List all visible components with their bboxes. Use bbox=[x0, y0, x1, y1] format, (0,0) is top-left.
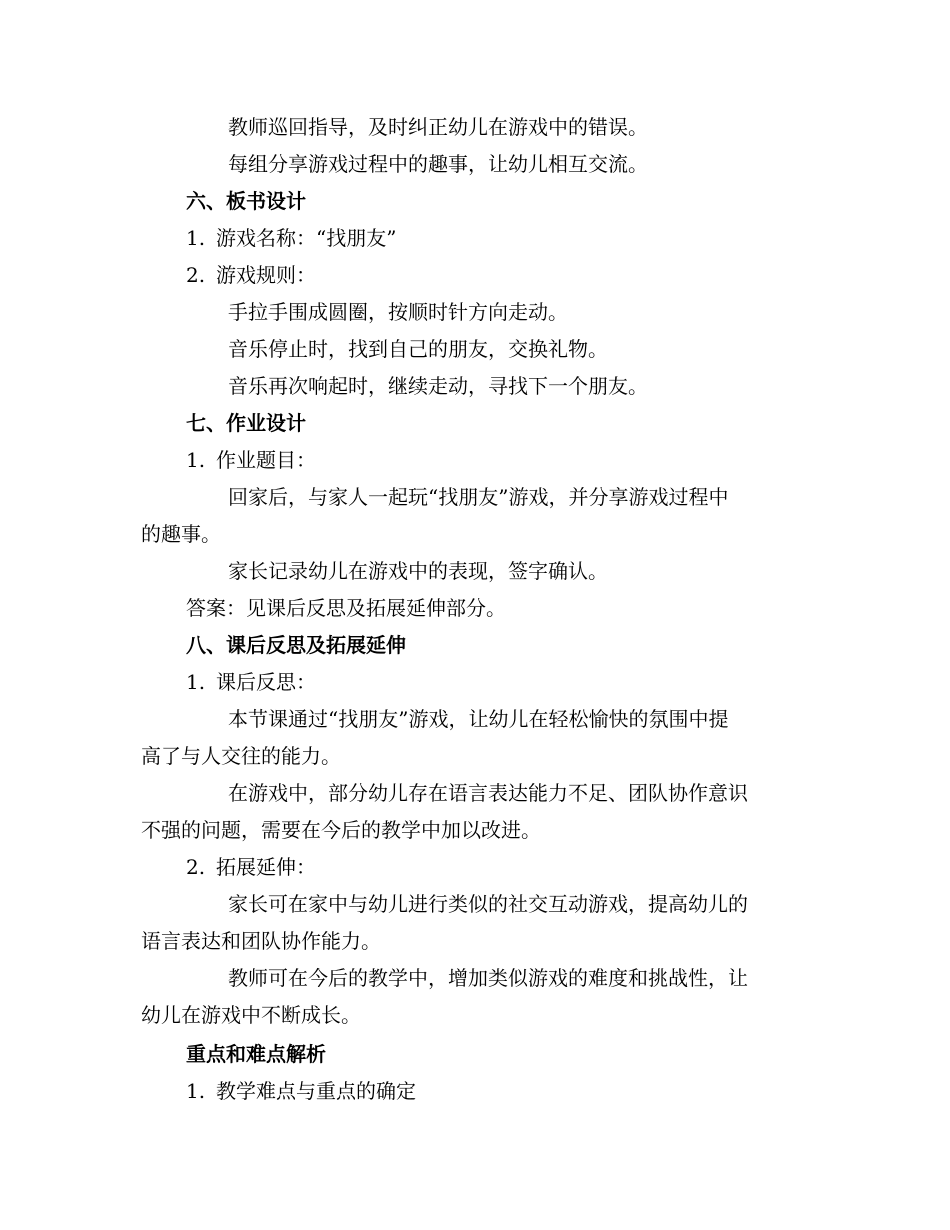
section-heading: 重点和难点解析 bbox=[186, 1042, 326, 1066]
paragraph-line: 本节课通过“找朋友”游戏，让幼儿在轻松愉快的氛围中提 bbox=[228, 707, 729, 731]
numbered-item bbox=[186, 667, 316, 697]
item-text: 游戏名称：“找朋友” bbox=[216, 226, 397, 250]
item-text: 拓展延伸： bbox=[216, 855, 316, 879]
item-text: 作业题目： bbox=[216, 448, 316, 472]
item-text: 课后反思： bbox=[216, 670, 316, 694]
answer-line: 答案：见课后反思及拓展延伸部分。 bbox=[186, 596, 506, 620]
paragraph-line-continued: 的趣事。 bbox=[141, 522, 221, 546]
item-number: 1. bbox=[186, 1079, 206, 1103]
item-text: 教学难点与重点的确定 bbox=[216, 1079, 416, 1103]
paragraph-line-continued: 语言表达和团队协作能力。 bbox=[141, 929, 381, 953]
item-number: 1. bbox=[186, 670, 206, 694]
section-heading: 六、板书设计 bbox=[186, 189, 306, 213]
paragraph-line: 家长记录幼儿在游戏中的表现，签字确认。 bbox=[228, 559, 608, 583]
paragraph-line-continued: 幼儿在游戏中不断成长。 bbox=[141, 1003, 361, 1027]
numbered-item bbox=[186, 852, 316, 882]
paragraph-line: 教师巡回指导，及时纠正幼儿在游戏中的错误。 bbox=[228, 115, 648, 139]
paragraph-line: 回家后，与家人一起玩“找朋友”游戏，并分享游戏过程中 bbox=[228, 485, 729, 509]
section-heading: 八、课后反思及拓展延伸 bbox=[186, 633, 406, 657]
paragraph-line-continued: 高了与人交往的能力。 bbox=[141, 744, 341, 768]
paragraph-line: 教师可在今后的教学中，增加类似游戏的难度和挑战性，让 bbox=[228, 966, 748, 990]
numbered-item bbox=[186, 1076, 416, 1106]
item-text: 游戏规则： bbox=[216, 263, 316, 287]
paragraph-line-continued: 不强的问题，需要在今后的教学中加以改进。 bbox=[141, 818, 541, 842]
section-heading: 七、作业设计 bbox=[186, 411, 306, 435]
numbered-item bbox=[186, 260, 316, 290]
numbered-item bbox=[186, 445, 316, 475]
item-number: 2. bbox=[186, 855, 206, 879]
paragraph-line: 每组分享游戏过程中的趣事，让幼儿相互交流。 bbox=[228, 152, 648, 176]
item-number: 2. bbox=[186, 263, 206, 287]
numbered-item bbox=[186, 223, 396, 253]
paragraph-line: 手拉手围成圆圈，按顺时针方向走动。 bbox=[228, 300, 568, 324]
item-number: 1. bbox=[186, 226, 206, 250]
item-number: 1. bbox=[186, 448, 206, 472]
paragraph-line: 音乐再次响起时，继续走动，寻找下一个朋友。 bbox=[228, 374, 648, 398]
paragraph-line: 家长可在家中与幼儿进行类似的社交互动游戏，提高幼儿的 bbox=[228, 892, 748, 916]
paragraph-line: 音乐停止时，找到自己的朋友，交换礼物。 bbox=[228, 337, 608, 361]
paragraph-line: 在游戏中，部分幼儿存在语言表达能力不足、团队协作意识 bbox=[228, 781, 748, 805]
